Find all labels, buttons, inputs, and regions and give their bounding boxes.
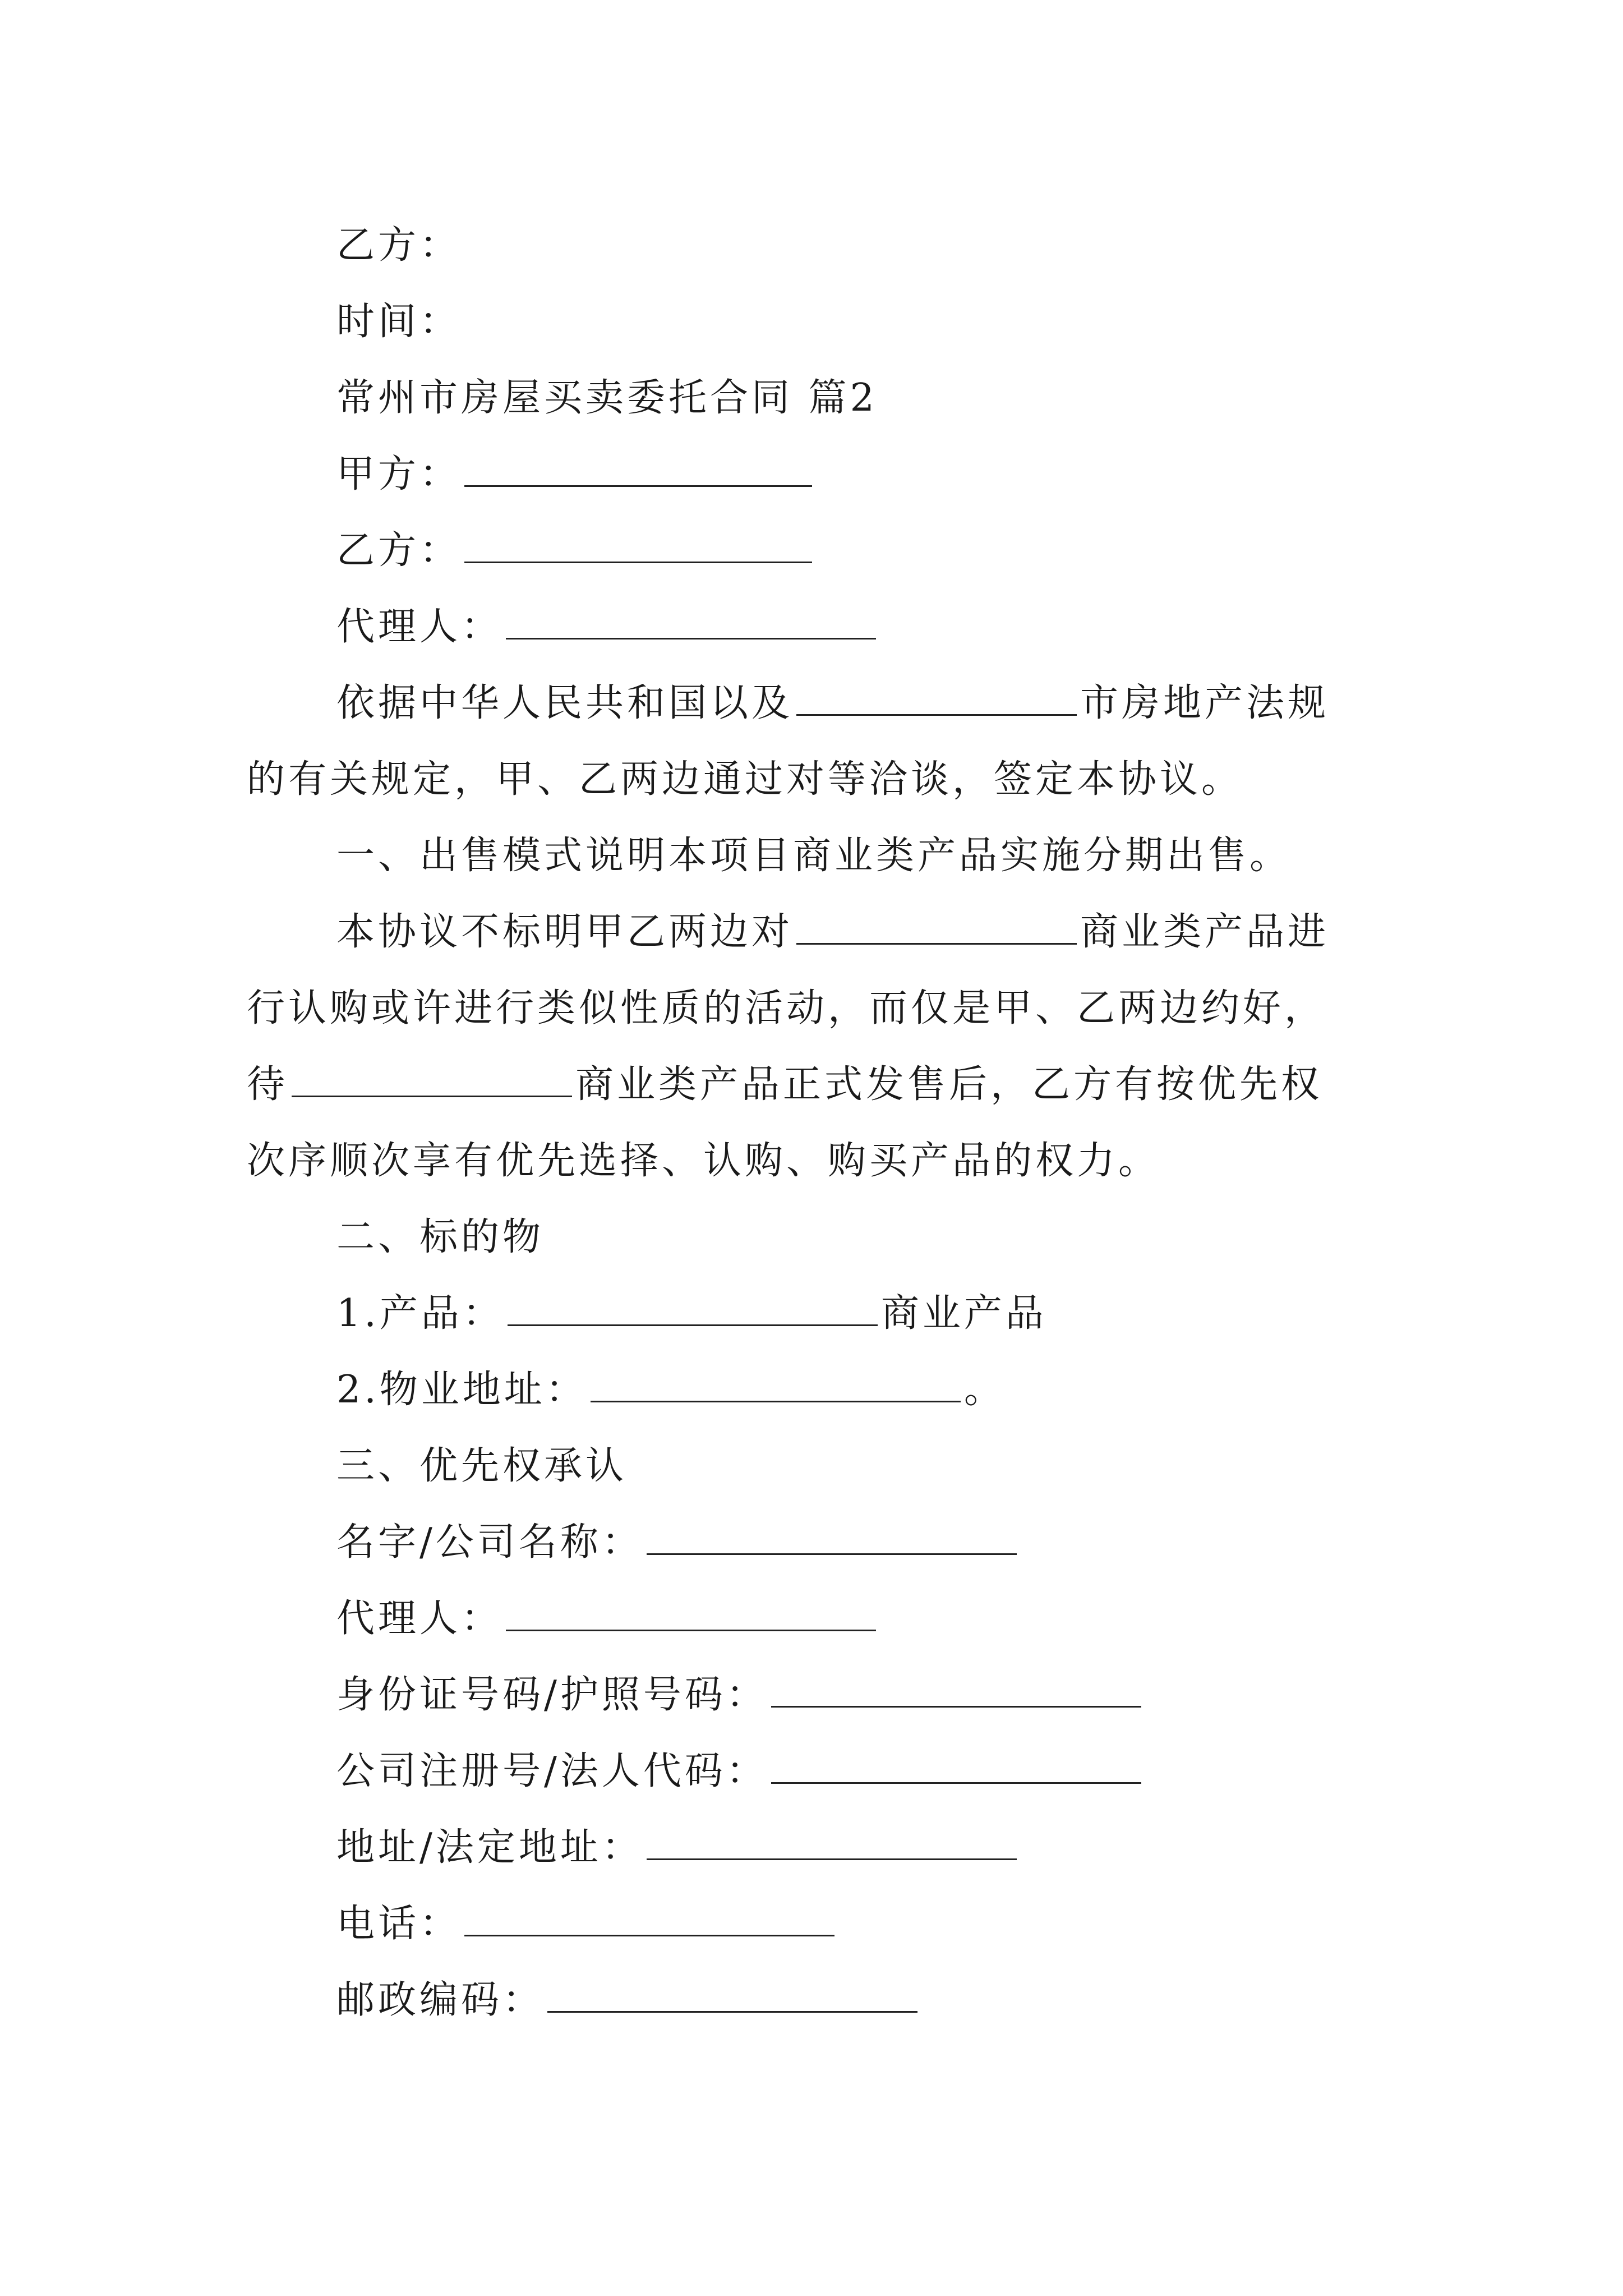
reg-label: 公司注册号/法人代码： <box>336 1749 768 1793</box>
para2-line1 <box>336 910 1329 955</box>
item1-label: 1.产品： <box>336 1291 504 1336</box>
section2-text: 二、标的物 <box>336 1215 545 1259</box>
party-a-line <box>336 452 815 497</box>
para2-line4 <box>247 1139 1160 1184</box>
item2-label: 2.物业地址： <box>336 1368 587 1412</box>
phone-line <box>336 1902 838 1947</box>
name-line <box>336 1520 1020 1565</box>
party-a-blank <box>464 454 812 487</box>
para2-text-b: 商业类产品进 <box>1080 910 1330 954</box>
postcode-line <box>336 1978 921 2023</box>
postcode-blank <box>547 1980 917 2013</box>
item1-suffix: 商业产品 <box>880 1291 1047 1336</box>
address-line <box>336 1825 1020 1870</box>
phone-label: 电话： <box>336 1902 462 1946</box>
party-b-line <box>336 528 815 573</box>
party-b-blank <box>464 530 812 563</box>
party-b-sign-label: 乙方： <box>336 223 462 268</box>
phone-blank <box>464 1903 834 1936</box>
agent-label: 代理人： <box>336 605 503 649</box>
para1-blank <box>796 683 1077 716</box>
name-label: 名字/公司名称： <box>336 1520 643 1565</box>
agent-blank <box>506 606 876 639</box>
contract-title-text: 常州市房屋买卖委托合同 篇2 <box>336 376 878 420</box>
item1-line <box>336 1291 1047 1336</box>
name-blank <box>647 1522 1017 1555</box>
time-sign-label: 时间： <box>336 300 462 344</box>
para2-line2 <box>247 986 1326 1031</box>
section3-heading <box>336 1444 627 1489</box>
para2-text-f: 次序顺次享有优先选择、认购、购买产品的权力。 <box>247 1139 1160 1183</box>
item2-line <box>336 1368 1006 1412</box>
reg-line <box>336 1749 1145 1794</box>
para2-blank-1 <box>796 912 1077 945</box>
item1-blank <box>508 1293 878 1326</box>
para2-line3 <box>247 1062 1322 1107</box>
id-line <box>336 1673 1145 1718</box>
para2-text-a: 本协议不标明甲乙两边对 <box>336 910 794 954</box>
party-b-label: 乙方： <box>336 528 462 573</box>
item2-blank <box>591 1369 961 1402</box>
item2-suffix: 。 <box>963 1368 1006 1412</box>
party-b-sign-line <box>336 223 461 268</box>
postcode-label: 邮政编码： <box>336 1978 545 2022</box>
para1-text-a: 依据中华人民共和国以及 <box>336 681 794 725</box>
id-blank <box>771 1674 1141 1708</box>
contract-title <box>336 376 878 421</box>
agent2-blank <box>506 1598 876 1631</box>
id-label: 身份证号码/护照号码： <box>336 1673 768 1717</box>
para2-text-c: 行认购或许进行类似性质的活动，而仅是甲、乙两边约好， <box>247 986 1326 1030</box>
party-a-label: 甲方： <box>336 452 462 496</box>
agent2-line <box>336 1596 879 1641</box>
reg-blank <box>771 1751 1141 1784</box>
agent-line <box>336 605 879 650</box>
para1-text-c: 的有关规定，甲、乙两边通过对等洽谈，签定本协议。 <box>247 757 1243 802</box>
para2-text-e: 商业类产品正式发售后，乙方有按优先权 <box>575 1062 1323 1107</box>
section1-heading <box>336 834 1291 878</box>
para2-blank-2 <box>292 1064 572 1097</box>
para2-text-d: 待 <box>247 1062 289 1107</box>
address-label: 地址/法定地址： <box>336 1825 643 1870</box>
para1-line1 <box>336 681 1329 726</box>
address-blank <box>647 1827 1017 1860</box>
section1-text: 一、出售模式说明本项目商业类产品实施分期出售。 <box>336 834 1292 878</box>
agent2-label: 代理人： <box>336 1596 503 1641</box>
para1-line2 <box>247 757 1243 802</box>
section3-text: 三、优先权承认 <box>336 1444 628 1488</box>
time-sign-line <box>336 300 461 344</box>
section2-heading <box>336 1215 544 1260</box>
para1-text-b: 市房地产法规 <box>1080 681 1330 725</box>
